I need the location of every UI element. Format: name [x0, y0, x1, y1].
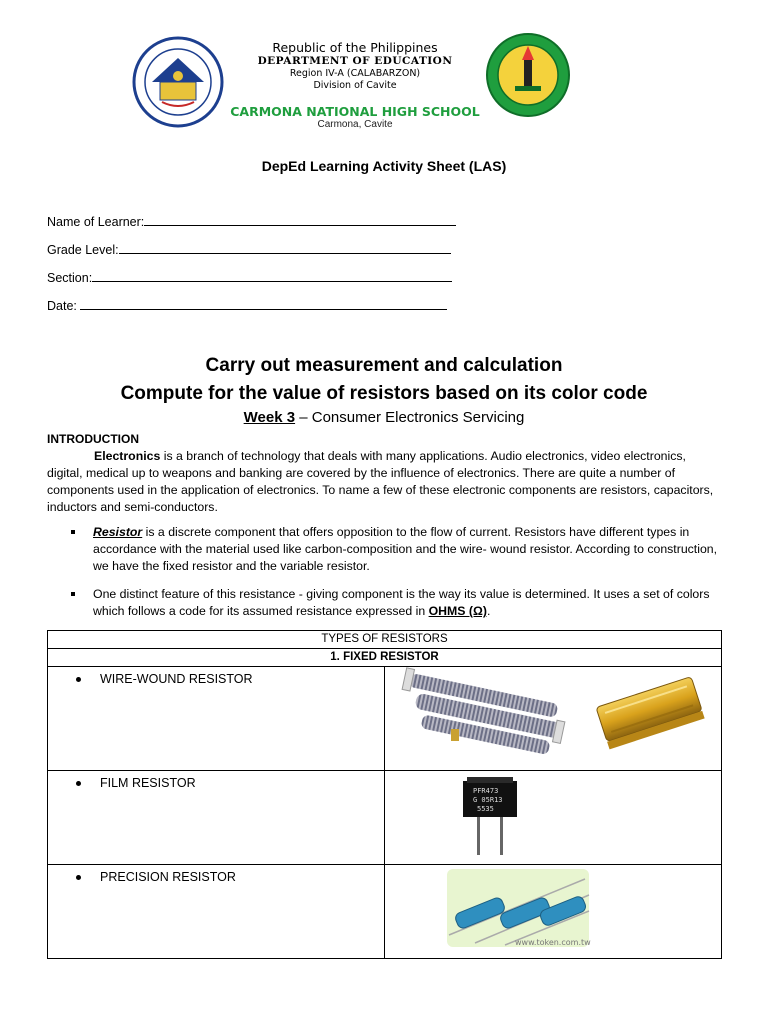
image-watermark: www.token.com.tw [515, 938, 591, 947]
date-blank-line[interactable] [80, 298, 447, 310]
section-blank-line[interactable] [92, 270, 452, 282]
wire-wound-resistor-image [385, 667, 721, 767]
table-row [48, 771, 722, 865]
name-of-learner-field[interactable] [47, 214, 456, 242]
resistor-image-cell [385, 667, 722, 771]
bullet-list [47, 524, 719, 631]
field-label: Section: [47, 271, 93, 285]
field-label: Name of Learner: [47, 215, 145, 229]
square-bullet-icon [71, 592, 75, 596]
bullet-dot-icon [76, 781, 81, 786]
table-header: TYPES OF RESISTORS [48, 631, 722, 649]
week-label: Week 3 [243, 409, 296, 426]
chip-label-line2: G 05R13 [473, 796, 503, 804]
resistor-name-cell [48, 667, 385, 771]
field-label: Grade Level: [47, 243, 119, 257]
date-field[interactable] [47, 298, 456, 326]
republic-label: Republic of the Philippines [272, 40, 438, 55]
main-title-line2: Compute for the value of resistors based on its color code [120, 383, 648, 404]
fixed-resistor-heading: 1. FIXED RESISTOR [48, 649, 722, 667]
document-header [0, 28, 768, 138]
electronics-term: Electronics [94, 449, 161, 463]
resistor-image-cell [385, 865, 722, 959]
department-label: DEPARTMENT OF EDUCATION [257, 55, 453, 67]
grade-level-field[interactable] [47, 242, 456, 270]
region-label: Region IV-A (CALABARZON) [289, 68, 421, 79]
film-resistor-image [385, 771, 721, 861]
resistor-name: WIRE-WOUND RESISTOR [100, 672, 253, 686]
resistor-term: Resistor [93, 525, 143, 539]
color-code-end: . [486, 604, 491, 618]
field-label: Date: [47, 299, 77, 313]
color-code-text: One distinct feature of this resistance - giving component is the way its value is determined. It uses a set of colors which follows a code for its assumed resistance expressed in [93, 587, 710, 618]
main-title [0, 352, 768, 408]
learner-info-form [47, 214, 456, 326]
table-row [48, 865, 722, 959]
resistor-name: FILM RESISTOR [100, 776, 196, 790]
resistor-definition: is a discrete component that offers opposition to the flow of current. Resistors have different types in accordance with the material used like carbon-composition and the wire- wound resistor. According to construction, we have the fixed resistor and the variable resistor. [93, 525, 718, 573]
main-title-line1: Carry out measurement and calculation [205, 355, 563, 376]
precision-resistor-image [385, 865, 721, 955]
division-label: Division of Cavite [313, 80, 397, 91]
introduction-heading: INTRODUCTION [47, 432, 139, 446]
introduction-section [47, 431, 719, 516]
types-of-resistors-table [47, 630, 722, 959]
introduction-paragraph [47, 448, 719, 516]
bullet-item-resistor [47, 524, 719, 575]
chip-label-line3: 5535 [477, 805, 494, 813]
bullet-dot-icon [76, 875, 81, 880]
chip-label-line1: PFR473 [473, 787, 499, 795]
resistor-image-cell [385, 771, 722, 865]
bullet-item-color-code [47, 586, 719, 620]
school-address: Carmona, Cavite [317, 119, 393, 130]
resistor-name-cell [48, 771, 385, 865]
name-blank-line[interactable] [144, 214, 456, 226]
resistor-name: PRECISION RESISTOR [100, 870, 236, 884]
header-text [225, 40, 485, 92]
square-bullet-icon [71, 530, 75, 534]
ohms-term: OHMS (Ω) [428, 604, 487, 618]
school-name: CARMONA NATIONAL HIGH SCHOOL [230, 104, 480, 119]
resistor-name-cell [48, 865, 385, 959]
section-field[interactable] [47, 270, 456, 298]
bullet-dot-icon [76, 677, 81, 682]
grade-blank-line[interactable] [119, 242, 451, 254]
table-row [48, 667, 722, 771]
week-subject-line [0, 409, 768, 426]
introduction-text: is a branch of technology that deals with many applications. Audio electronics, video electronics, digital, medical up to weapons and banking are covered by the influence of electronics. There are quite a number of components used in the application of electronics. To name a few of these electronic components are resistors, capacitors, inductors and semi-conductors. [47, 449, 714, 514]
week-subject: – Consumer Electronics Servicing [295, 409, 525, 426]
las-title: DepEd Learning Activity Sheet (LAS) [261, 158, 507, 174]
